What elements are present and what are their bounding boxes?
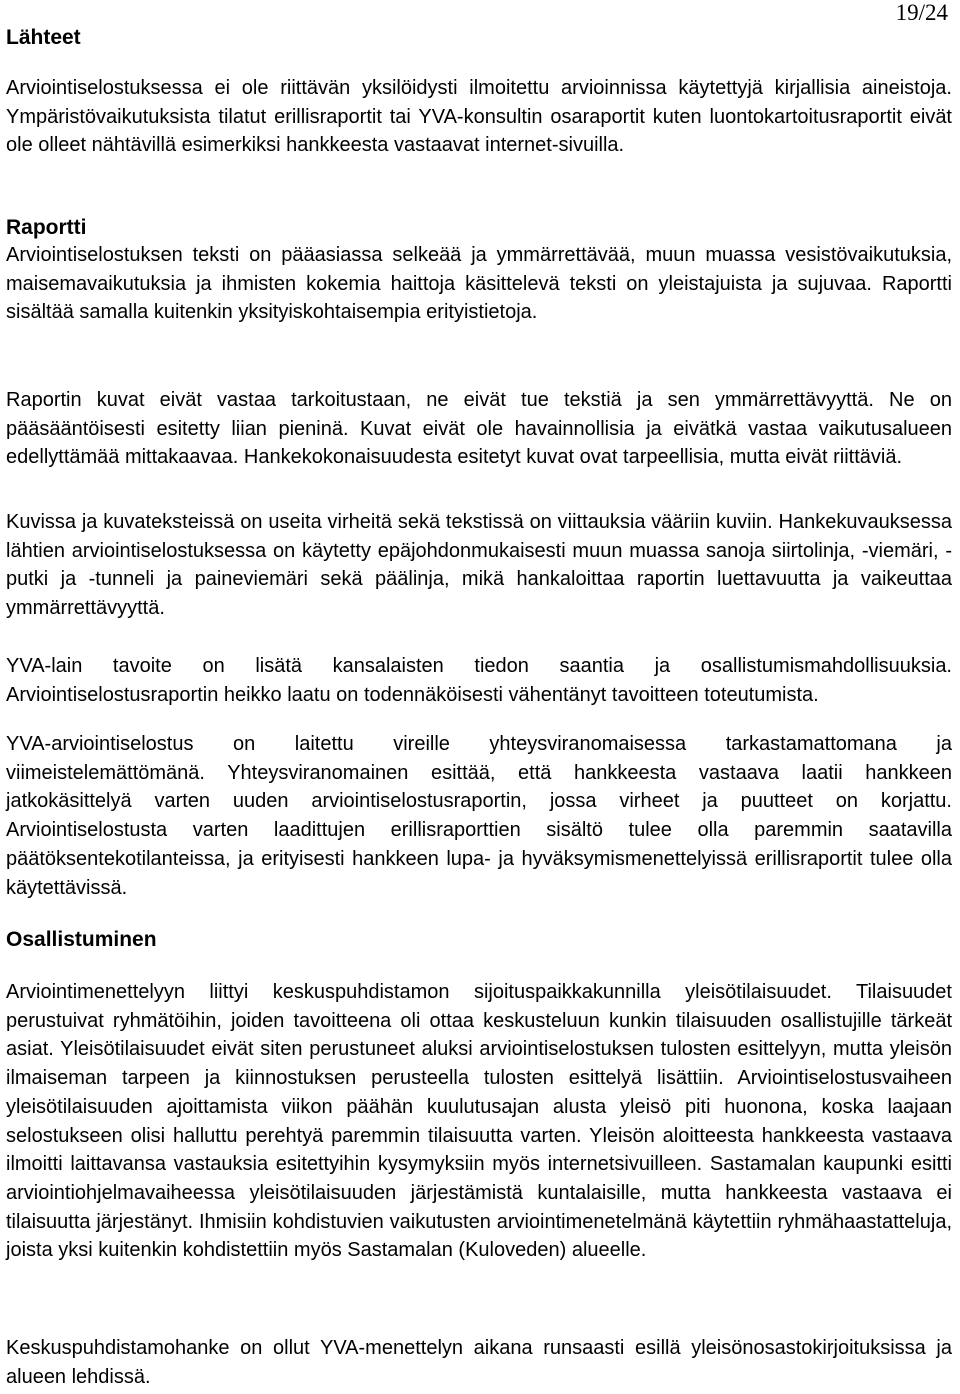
paragraph-raportti-3: Kuvissa ja kuvateksteissä on useita virheitä sekä tekstissä on viittauksia vääriin kuviin. Hankekuvauksessa lähtien arviointiselostuksessa on käytetty epäjohdonmukaisesti muun muassa sanoja siirtolinja, -viemäri, -putki ja -tunneli ja paineviemäri sekä päälinja, mikä hankaloittaa raportin luettavuutta ja vaikeuttaa ymmärrettävyyttä. (6, 511, 952, 620)
paragraph-lahteet: Arviointiselostuksessa ei ole riittävän yksilöidysti ilmoitettu arvioinnissa käytettyjä kirjallisia aineistoja. Ympäristövaikutuksista tilatut erillisraportit tai YVA-konsultin osaraportit kuten luontokartoitusraportit eivät ole olleet nähtävillä esimerkiksi hankkeesta vastaavat internet-sivuilla. (6, 77, 952, 157)
paragraph-raportti-1: Arviointiselostuksen teksti on pääasiassa selkeää ja ymmärrettävää, muun muassa vesistövaikutuksia, maisemavaikutuksia ja ihmisten kokemia haittoja käsittelevä teksti on yleistajuista ja sujuvaa. Raportti sisältää samalla kuitenkin yksityiskohtaisempia erityistietoja. (6, 244, 952, 324)
section-heading-lahteet: Lähteet (6, 26, 81, 49)
page-number: 19/24 (895, 0, 948, 25)
section-heading-osallistuminen: Osallistuminen (6, 928, 157, 951)
paragraph-raportti-2: Raportin kuvat eivät vastaa tarkoitustaan, ne eivät tue tekstiä ja sen ymmärrettävyyttä. Ne on pääsääntöisesti esitetty liian pieninä. Kuvat eivät ole havainnollisia ja eivätkä vastaa vaikutusalueen edellyttämää mittakaavaa. Hankekokonaisuudesta esitetyt kuvat ovat tarpeellisia, mutta eivät riittäviä. (6, 389, 952, 469)
paragraph-raportti-4: YVA-lain tavoite on lisätä kansalaisten tiedon saantia ja osallistumismahdollisuuksia. Arviointiselostusraportin heikko laatu on todennäköisesti vähentänyt tavoitteen toteutumista. (6, 655, 952, 706)
paragraph-raportti-5: YVA-arviointiselostus on laitettu vireille yhteysviranomaisessa tarkastamattomana ja viimeistelemättömänä. Yhteysviranomainen esittää, että hankkeesta vastaava laatii hankkeen jatkokäsittelyä varten uuden arviointiselostusraportin, jossa virheet ja puutteet on korjattu. Arviointiselostusta varten laadittujen erillisraporttien sisältö tulee olla paremmin saatavilla päätöksentekotilanteissa, ja erityisesti hankkeen lupa- ja hyväksymismenettelyissä erillisraportit tulee olla käytettävissä. (6, 733, 952, 899)
section-heading-raportti: Raportti (6, 216, 87, 239)
paragraph-osallistuminen-1: Arviointimenettelyyn liittyi keskuspuhdistamon sijoituspaikkakunnilla yleisötilaisuudet. Tilaisuudet perustuivat ryhmätöihin, joiden tavoitteena oli ottaa keskusteluun kunkin tilaisuuden osallistujille tärkeät asiat. Yleisötilaisuudet eivät siten perustuneet aluksi arviointiselostuksen tulosten esittelyyn, mutta yleisön ilmaiseman tarpeen ja kiinnostuksen perusteella tulosten esittelyä lisättiin. Arviointiselostusvaiheen yleisötilaisuuden ajoittamista viikon päähän kuulutusajan alusta yleisö piti huonona, koska laajaan selostukseen olisi halluttu perehtyä paremmin tilaisuutta varten. Yleisön aloitteesta hankkeesta vastaava ilmoitti laittavansa vastauksia esitettyihin kysymyksiin myös internetsivuilleen. Sastamalan kaupunki esitti arviointiohjelmavaiheessa yleisötilaisuuden järjestämistä kuntalaisille, mutta hankkeesta vastaava ei tilaisuutta järjestänyt. Ihmisiin kohdistuvien vaikutusten arviointimenetelmänä käytettiin ryhmähaastatteluja, joista yksi kuitenkin kohdistettiin myös Sastamalan (Kuloveden) alueelle. (6, 981, 952, 1262)
paragraph-osallistuminen-2: Keskuspuhdistamohanke on ollut YVA-menettelyn aikana runsaasti esillä yleisönosastokirjoituksissa ja alueen lehdissä. (6, 1337, 952, 1388)
